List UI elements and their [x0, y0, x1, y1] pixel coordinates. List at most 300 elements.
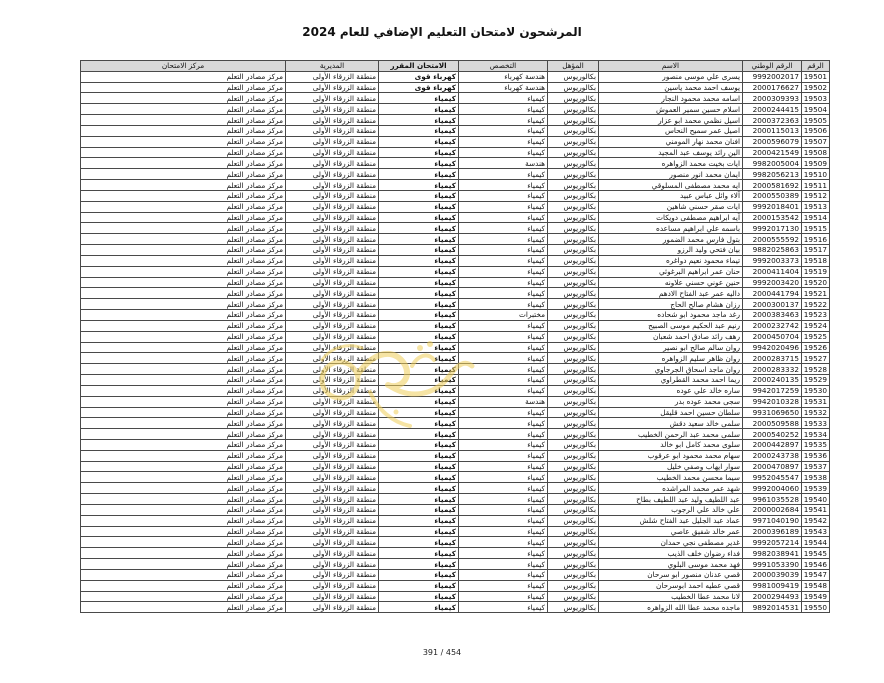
table-row	[81, 201, 830, 212]
table-row	[81, 418, 830, 429]
cell-qualification: بكالوريوس	[548, 136, 599, 147]
cell-exam-center: مركز مصادر التعلم	[81, 439, 286, 450]
cell-national-id: 2000470897	[743, 461, 802, 472]
cell-directorate: منطقة الزرقاء الأولى	[286, 82, 379, 93]
cell-exam-center: مركز مصادر التعلم	[81, 125, 286, 136]
header-exam-center: مركز الامتحان	[81, 61, 286, 72]
cell-exam: كيمياء	[379, 504, 459, 515]
cell-exam-center: مركز مصادر التعلم	[81, 71, 286, 82]
cell-exam: كيمياء	[379, 234, 459, 245]
cell-exam-center: مركز مصادر التعلم	[81, 364, 286, 375]
cell-name: آيه ابراهيم مصطفى دويكات	[599, 212, 743, 223]
table-row	[81, 331, 830, 342]
cell-number: 19531	[802, 396, 830, 407]
cell-directorate: منطقة الزرقاء الأولى	[286, 429, 379, 440]
cell-number: 19545	[802, 548, 830, 559]
table-row	[81, 71, 830, 82]
cell-directorate: منطقة الزرقاء الأولى	[286, 461, 379, 472]
cell-qualification: بكالوريوس	[548, 450, 599, 461]
cell-name: ايات بخيت محمد الزواهره	[599, 158, 743, 169]
cell-qualification: بكالوريوس	[548, 364, 599, 375]
cell-number: 19522	[802, 299, 830, 310]
cell-national-id: 2000383463	[743, 310, 802, 321]
cell-number: 19510	[802, 169, 830, 180]
cell-specialization: كيمياء	[459, 407, 548, 418]
cell-national-id: 9942017259	[743, 385, 802, 396]
cell-directorate: منطقة الزرقاء الأولى	[286, 591, 379, 602]
cell-specialization: كيمياء	[459, 439, 548, 450]
cell-national-id: 9982005004	[743, 158, 802, 169]
cell-national-id: 2000411404	[743, 266, 802, 277]
cell-name: سلمى محمد عبد الرحمن الخطيب	[599, 429, 743, 440]
cell-exam-center: مركز مصادر التعلم	[81, 190, 286, 201]
cell-qualification: بكالوريوس	[548, 548, 599, 559]
cell-specialization: كيمياء	[459, 429, 548, 440]
cell-exam-center: مركز مصادر التعلم	[81, 515, 286, 526]
cell-specialization: كيمياء	[459, 125, 548, 136]
cell-national-id: 9982038941	[743, 548, 802, 559]
cell-qualification: بكالوريوس	[548, 504, 599, 515]
cell-specialization: كيمياء	[459, 212, 548, 223]
cell-qualification: بكالوريوس	[548, 407, 599, 418]
cell-directorate: منطقة الزرقاء الأولى	[286, 439, 379, 450]
cell-name: تيماء محمود نعيم دواغره	[599, 255, 743, 266]
cell-name: عمر خالد شفيق عاصي	[599, 526, 743, 537]
table-row	[81, 169, 830, 180]
cell-qualification: بكالوريوس	[548, 115, 599, 126]
cell-directorate: منطقة الزرقاء الأولى	[286, 450, 379, 461]
cell-national-id: 2000243738	[743, 450, 802, 461]
cell-national-id: 9991053390	[743, 559, 802, 570]
table-row	[81, 407, 830, 418]
cell-exam-center: مركز مصادر التعلم	[81, 147, 286, 158]
cell-number: 19547	[802, 569, 830, 580]
cell-specialization: كيمياء	[459, 245, 548, 256]
page-number: 391 / 454	[422, 648, 462, 657]
cell-exam: كيمياء	[379, 580, 459, 591]
table-body	[81, 71, 830, 612]
page-title: المرشحون لامتحان التعليم الإضافي للعام 2024	[302, 25, 582, 39]
cell-exam-center: مركز مصادر التعلم	[81, 299, 286, 310]
cell-number: 19548	[802, 580, 830, 591]
cell-number: 19509	[802, 158, 830, 169]
cell-national-id: 2000300137	[743, 299, 802, 310]
cell-name: اسامه محمد محمود النجار	[599, 93, 743, 104]
cell-national-id: 9992003373	[743, 255, 802, 266]
cell-number: 19542	[802, 515, 830, 526]
cell-directorate: منطقة الزرقاء الأولى	[286, 277, 379, 288]
cell-exam-center: مركز مصادر التعلم	[81, 169, 286, 180]
cell-national-id: 2000240135	[743, 375, 802, 386]
cell-national-id: 2000115013	[743, 125, 802, 136]
cell-specialization: كيمياء	[459, 569, 548, 580]
cell-exam: كيمياء	[379, 158, 459, 169]
table-row	[81, 277, 830, 288]
cell-exam: كيمياء	[379, 472, 459, 483]
cell-specialization: كيمياء	[459, 234, 548, 245]
cell-name: ريما احمد محمد القطراوي	[599, 375, 743, 386]
cell-directorate: منطقة الزرقاء الأولى	[286, 136, 379, 147]
cell-qualification: بكالوريوس	[548, 342, 599, 353]
cell-number: 19540	[802, 494, 830, 505]
table-row	[81, 255, 830, 266]
cell-qualification: بكالوريوس	[548, 266, 599, 277]
table-row	[81, 494, 830, 505]
cell-specialization: هندسة	[459, 396, 548, 407]
table-row	[81, 266, 830, 277]
cell-specialization: كيمياء	[459, 461, 548, 472]
cell-exam-center: مركز مصادر التعلم	[81, 526, 286, 537]
cell-specialization: كيمياء	[459, 320, 548, 331]
cell-qualification: بكالوريوس	[548, 418, 599, 429]
cell-national-id: 2000550389	[743, 190, 802, 201]
cell-national-id: 2000294493	[743, 591, 802, 602]
header-name: الاسم	[599, 61, 743, 72]
cell-directorate: منطقة الزرقاء الأولى	[286, 212, 379, 223]
cell-exam-center: مركز مصادر التعلم	[81, 375, 286, 386]
cell-specialization: هندسة	[459, 158, 548, 169]
cell-number: 19535	[802, 439, 830, 450]
cell-specialization: كيمياء	[459, 190, 548, 201]
cell-number: 19501	[802, 71, 830, 82]
cell-exam: كيمياء	[379, 591, 459, 602]
cell-national-id: 2000441794	[743, 288, 802, 299]
cell-specialization: كيمياء	[459, 418, 548, 429]
cell-specialization: كيمياء	[459, 483, 548, 494]
cell-specialization: كيمياء	[459, 559, 548, 570]
cell-qualification: بكالوريوس	[548, 396, 599, 407]
cell-directorate: منطقة الزرقاء الأولى	[286, 310, 379, 321]
cell-exam-center: مركز مصادر التعلم	[81, 180, 286, 191]
cell-directorate: منطقة الزرقاء الأولى	[286, 266, 379, 277]
cell-name: باسمه علي ابراهيم مساعده	[599, 223, 743, 234]
cell-exam: كيمياء	[379, 526, 459, 537]
cell-exam: كيمياء	[379, 342, 459, 353]
cell-specialization: كيمياء	[459, 115, 548, 126]
cell-name: فداء رضوان خلف الذيب	[599, 548, 743, 559]
cell-qualification: بكالوريوس	[548, 104, 599, 115]
cell-exam: كيمياء	[379, 483, 459, 494]
cell-name: سوار ايهاب وصفي خليل	[599, 461, 743, 472]
cell-number: 19541	[802, 504, 830, 515]
cell-exam-center: مركز مصادر التعلم	[81, 537, 286, 548]
cell-number: 19512	[802, 190, 830, 201]
cell-exam: كيمياء	[379, 266, 459, 277]
cell-name: بتول فارس محمد الضمور	[599, 234, 743, 245]
cell-directorate: منطقة الزرقاء الأولى	[286, 158, 379, 169]
cell-exam: كيمياء	[379, 331, 459, 342]
cell-national-id: 2000153542	[743, 212, 802, 223]
cell-name: روان سالم صالح ابو نصير	[599, 342, 743, 353]
cell-exam: كيمياء	[379, 223, 459, 234]
cell-exam-center: مركز مصادر التعلم	[81, 407, 286, 418]
cell-exam: كيمياء	[379, 559, 459, 570]
table-row	[81, 602, 830, 613]
table-row	[81, 385, 830, 396]
table-row	[81, 245, 830, 256]
table-row	[81, 190, 830, 201]
cell-directorate: منطقة الزرقاء الأولى	[286, 375, 379, 386]
cell-specialization: كيمياء	[459, 602, 548, 613]
cell-number: 19523	[802, 310, 830, 321]
cell-national-id: 2000581692	[743, 180, 802, 191]
cell-qualification: بكالوريوس	[548, 255, 599, 266]
table-row	[81, 147, 830, 158]
cell-name: رهف رائد صادق احمد شعبان	[599, 331, 743, 342]
cell-exam-center: مركز مصادر التعلم	[81, 461, 286, 472]
cell-name: قصي عطيه احمد ابوسرحان	[599, 580, 743, 591]
cell-qualification: بكالوريوس	[548, 299, 599, 310]
cell-specialization: كيمياء	[459, 526, 548, 537]
cell-exam: كيمياء	[379, 461, 459, 472]
cell-exam: كيمياء	[379, 288, 459, 299]
cell-name: سلوى محمد كامل ابو خالد	[599, 439, 743, 450]
cell-exam: كيمياء	[379, 115, 459, 126]
cell-directorate: منطقة الزرقاء الأولى	[286, 342, 379, 353]
cell-exam: كيمياء	[379, 396, 459, 407]
cell-specialization: كيمياء	[459, 342, 548, 353]
cell-exam-center: مركز مصادر التعلم	[81, 245, 286, 256]
cell-exam: كيمياء	[379, 494, 459, 505]
cell-national-id: 9992057214	[743, 537, 802, 548]
candidates-table	[80, 60, 830, 613]
cell-exam-center: مركز مصادر التعلم	[81, 429, 286, 440]
cell-exam-center: مركز مصادر التعلم	[81, 385, 286, 396]
cell-exam-center: مركز مصادر التعلم	[81, 472, 286, 483]
cell-national-id: 2000421549	[743, 147, 802, 158]
cell-qualification: بكالوريوس	[548, 310, 599, 321]
cell-number: 19516	[802, 234, 830, 245]
cell-number: 19539	[802, 483, 830, 494]
cell-exam: كيمياء	[379, 320, 459, 331]
cell-exam: كيمياء	[379, 353, 459, 364]
cell-exam: كيمياء	[379, 429, 459, 440]
cell-number: 19528	[802, 364, 830, 375]
cell-name: اسلام حسين سمير العموش	[599, 104, 743, 115]
cell-exam-center: مركز مصادر التعلم	[81, 223, 286, 234]
cell-exam-center: مركز مصادر التعلم	[81, 212, 286, 223]
cell-qualification: بكالوريوس	[548, 537, 599, 548]
table-row	[81, 310, 830, 321]
cell-name: بيان فتحي وليد الرزو	[599, 245, 743, 256]
cell-directorate: منطقة الزرقاء الأولى	[286, 559, 379, 570]
cell-directorate: منطقة الزرقاء الأولى	[286, 548, 379, 559]
cell-specialization: كيمياء	[459, 169, 548, 180]
cell-number: 19525	[802, 331, 830, 342]
cell-directorate: منطقة الزرقاء الأولى	[286, 115, 379, 126]
header-qualification: المؤهل	[548, 61, 599, 72]
cell-specialization: كيمياء	[459, 375, 548, 386]
table-row	[81, 515, 830, 526]
cell-exam-center: مركز مصادر التعلم	[81, 310, 286, 321]
cell-national-id: 9992004060	[743, 483, 802, 494]
cell-exam-center: مركز مصادر التعلم	[81, 158, 286, 169]
cell-qualification: بكالوريوس	[548, 515, 599, 526]
cell-qualification: بكالوريوس	[548, 385, 599, 396]
cell-name: اسيل نظمي محمد ابو عزار	[599, 115, 743, 126]
cell-number: 19506	[802, 125, 830, 136]
cell-number: 19544	[802, 537, 830, 548]
cell-exam-center: مركز مصادر التعلم	[81, 82, 286, 93]
table-row	[81, 299, 830, 310]
cell-exam: كيمياء	[379, 299, 459, 310]
table-row	[81, 580, 830, 591]
cell-exam-center: مركز مصادر التعلم	[81, 288, 286, 299]
cell-exam: كيمياء	[379, 548, 459, 559]
cell-national-id: 9882025863	[743, 245, 802, 256]
cell-exam-center: مركز مصادر التعلم	[81, 115, 286, 126]
cell-name: حنين عوني حسني علاونه	[599, 277, 743, 288]
table-row	[81, 429, 830, 440]
cell-directorate: منطقة الزرقاء الأولى	[286, 255, 379, 266]
table-row	[81, 591, 830, 602]
header-row	[81, 61, 830, 72]
cell-exam: كيمياء	[379, 245, 459, 256]
cell-exam: كيمياء	[379, 169, 459, 180]
cell-directorate: منطقة الزرقاء الأولى	[286, 504, 379, 515]
cell-name: افنان محمد نهار المومني	[599, 136, 743, 147]
table-row	[81, 504, 830, 515]
cell-national-id: 2000450704	[743, 331, 802, 342]
cell-directorate: منطقة الزرقاء الأولى	[286, 537, 379, 548]
cell-exam-center: مركز مصادر التعلم	[81, 104, 286, 115]
cell-qualification: بكالوريوس	[548, 559, 599, 570]
cell-exam-center: مركز مصادر التعلم	[81, 559, 286, 570]
cell-specialization: كيمياء	[459, 277, 548, 288]
cell-name: سلطان حسين احمد قليقل	[599, 407, 743, 418]
cell-name: سجى محمد عوده بدر	[599, 396, 743, 407]
cell-exam-center: مركز مصادر التعلم	[81, 418, 286, 429]
cell-exam: كيمياء	[379, 277, 459, 288]
cell-number: 19513	[802, 201, 830, 212]
cell-name: روان ماجد اسحاق الجرجاوي	[599, 364, 743, 375]
cell-qualification: بكالوريوس	[548, 591, 599, 602]
cell-directorate: منطقة الزرقاء الأولى	[286, 526, 379, 537]
table-row	[81, 115, 830, 126]
cell-exam-center: مركز مصادر التعلم	[81, 602, 286, 613]
cell-qualification: بكالوريوس	[548, 169, 599, 180]
table-row	[81, 450, 830, 461]
table-row	[81, 223, 830, 234]
cell-name: غدير مصطفى نجي حمدان	[599, 537, 743, 548]
cell-directorate: منطقة الزرقاء الأولى	[286, 494, 379, 505]
cell-national-id: 9992003420	[743, 277, 802, 288]
cell-name: رغد ماجد محمود ابو شحاده	[599, 310, 743, 321]
cell-exam-center: مركز مصادر التعلم	[81, 504, 286, 515]
cell-exam-center: مركز مصادر التعلم	[81, 580, 286, 591]
cell-directorate: منطقة الزرقاء الأولى	[286, 472, 379, 483]
cell-qualification: بكالوريوس	[548, 212, 599, 223]
cell-name: رزان هشام صالح الحاج	[599, 299, 743, 310]
cell-qualification: بكالوريوس	[548, 483, 599, 494]
cell-number: 19538	[802, 472, 830, 483]
cell-exam-center: مركز مصادر التعلم	[81, 342, 286, 353]
cell-exam: كيمياء	[379, 190, 459, 201]
cell-number: 19519	[802, 266, 830, 277]
cell-directorate: منطقة الزرقاء الأولى	[286, 299, 379, 310]
cell-exam-center: مركز مصادر التعلم	[81, 591, 286, 602]
table-header	[81, 61, 830, 72]
cell-exam: كيمياء	[379, 537, 459, 548]
cell-national-id: 9981009419	[743, 580, 802, 591]
cell-qualification: بكالوريوس	[548, 439, 599, 450]
cell-exam: كيمياء	[379, 375, 459, 386]
cell-exam: كيمياء	[379, 147, 459, 158]
cell-directorate: منطقة الزرقاء الأولى	[286, 364, 379, 375]
cell-exam: كيمياء	[379, 515, 459, 526]
cell-specialization: كيمياء	[459, 353, 548, 364]
cell-exam: كهرباء قوى	[379, 82, 459, 93]
cell-specialization: كيمياء	[459, 331, 548, 342]
cell-specialization: كيمياء	[459, 385, 548, 396]
cell-exam: كيمياء	[379, 136, 459, 147]
cell-number: 19529	[802, 375, 830, 386]
cell-national-id: 2000232742	[743, 320, 802, 331]
cell-specialization: هندسة كهرباء	[459, 71, 548, 82]
cell-specialization: كيمياء	[459, 180, 548, 191]
cell-qualification: بكالوريوس	[548, 201, 599, 212]
cell-specialization: كيمياء	[459, 266, 548, 277]
cell-specialization: كيمياء	[459, 288, 548, 299]
cell-national-id: 2000002684	[743, 504, 802, 515]
cell-name: يسرى علي موسى منصور	[599, 71, 743, 82]
cell-exam: كيمياء	[379, 125, 459, 136]
cell-directorate: منطقة الزرقاء الأولى	[286, 169, 379, 180]
cell-exam-center: مركز مصادر التعلم	[81, 450, 286, 461]
cell-number: 19517	[802, 245, 830, 256]
cell-number: 19533	[802, 418, 830, 429]
cell-qualification: بكالوريوس	[548, 461, 599, 472]
cell-directorate: منطقة الزرقاء الأولى	[286, 407, 379, 418]
cell-specialization: كيمياء	[459, 580, 548, 591]
cell-qualification: بكالوريوس	[548, 158, 599, 169]
cell-exam-center: مركز مصادر التعلم	[81, 320, 286, 331]
cell-name: قصي عدنان منصور ابو سرحان	[599, 569, 743, 580]
cell-number: 19521	[802, 288, 830, 299]
cell-specialization: كيمياء	[459, 472, 548, 483]
cell-directorate: منطقة الزرقاء الأولى	[286, 245, 379, 256]
cell-qualification: بكالوريوس	[548, 526, 599, 537]
cell-national-id: 9992018401	[743, 201, 802, 212]
table-row	[81, 353, 830, 364]
cell-number: 19511	[802, 180, 830, 191]
cell-name: حنان عمر ابراهيم البرغوثي	[599, 266, 743, 277]
cell-national-id: 2000442897	[743, 439, 802, 450]
cell-national-id: 2000555592	[743, 234, 802, 245]
cell-name: شهد عمر محمد المراشده	[599, 483, 743, 494]
cell-directorate: منطقة الزرقاء الأولى	[286, 320, 379, 331]
cell-national-id: 9942010328	[743, 396, 802, 407]
cell-specialization: كيمياء	[459, 591, 548, 602]
cell-number: 19536	[802, 450, 830, 461]
cell-national-id: 2000283332	[743, 364, 802, 375]
cell-specialization: كيمياء	[459, 537, 548, 548]
cell-number: 19505	[802, 115, 830, 126]
cell-national-id: 2000540252	[743, 429, 802, 440]
cell-specialization: هندسة كهرباء	[459, 82, 548, 93]
cell-qualification: بكالوريوس	[548, 234, 599, 245]
table-row	[81, 212, 830, 223]
cell-specialization: كيمياء	[459, 548, 548, 559]
cell-exam: كيمياء	[379, 104, 459, 115]
cell-qualification: بكالوريوس	[548, 277, 599, 288]
cell-name: رنيم عبد الحكيم موسى الصبيح	[599, 320, 743, 331]
cell-national-id: 2000283715	[743, 353, 802, 364]
cell-specialization: كيمياء	[459, 299, 548, 310]
cell-qualification: بكالوريوس	[548, 494, 599, 505]
cell-number: 19527	[802, 353, 830, 364]
table-row	[81, 125, 830, 136]
